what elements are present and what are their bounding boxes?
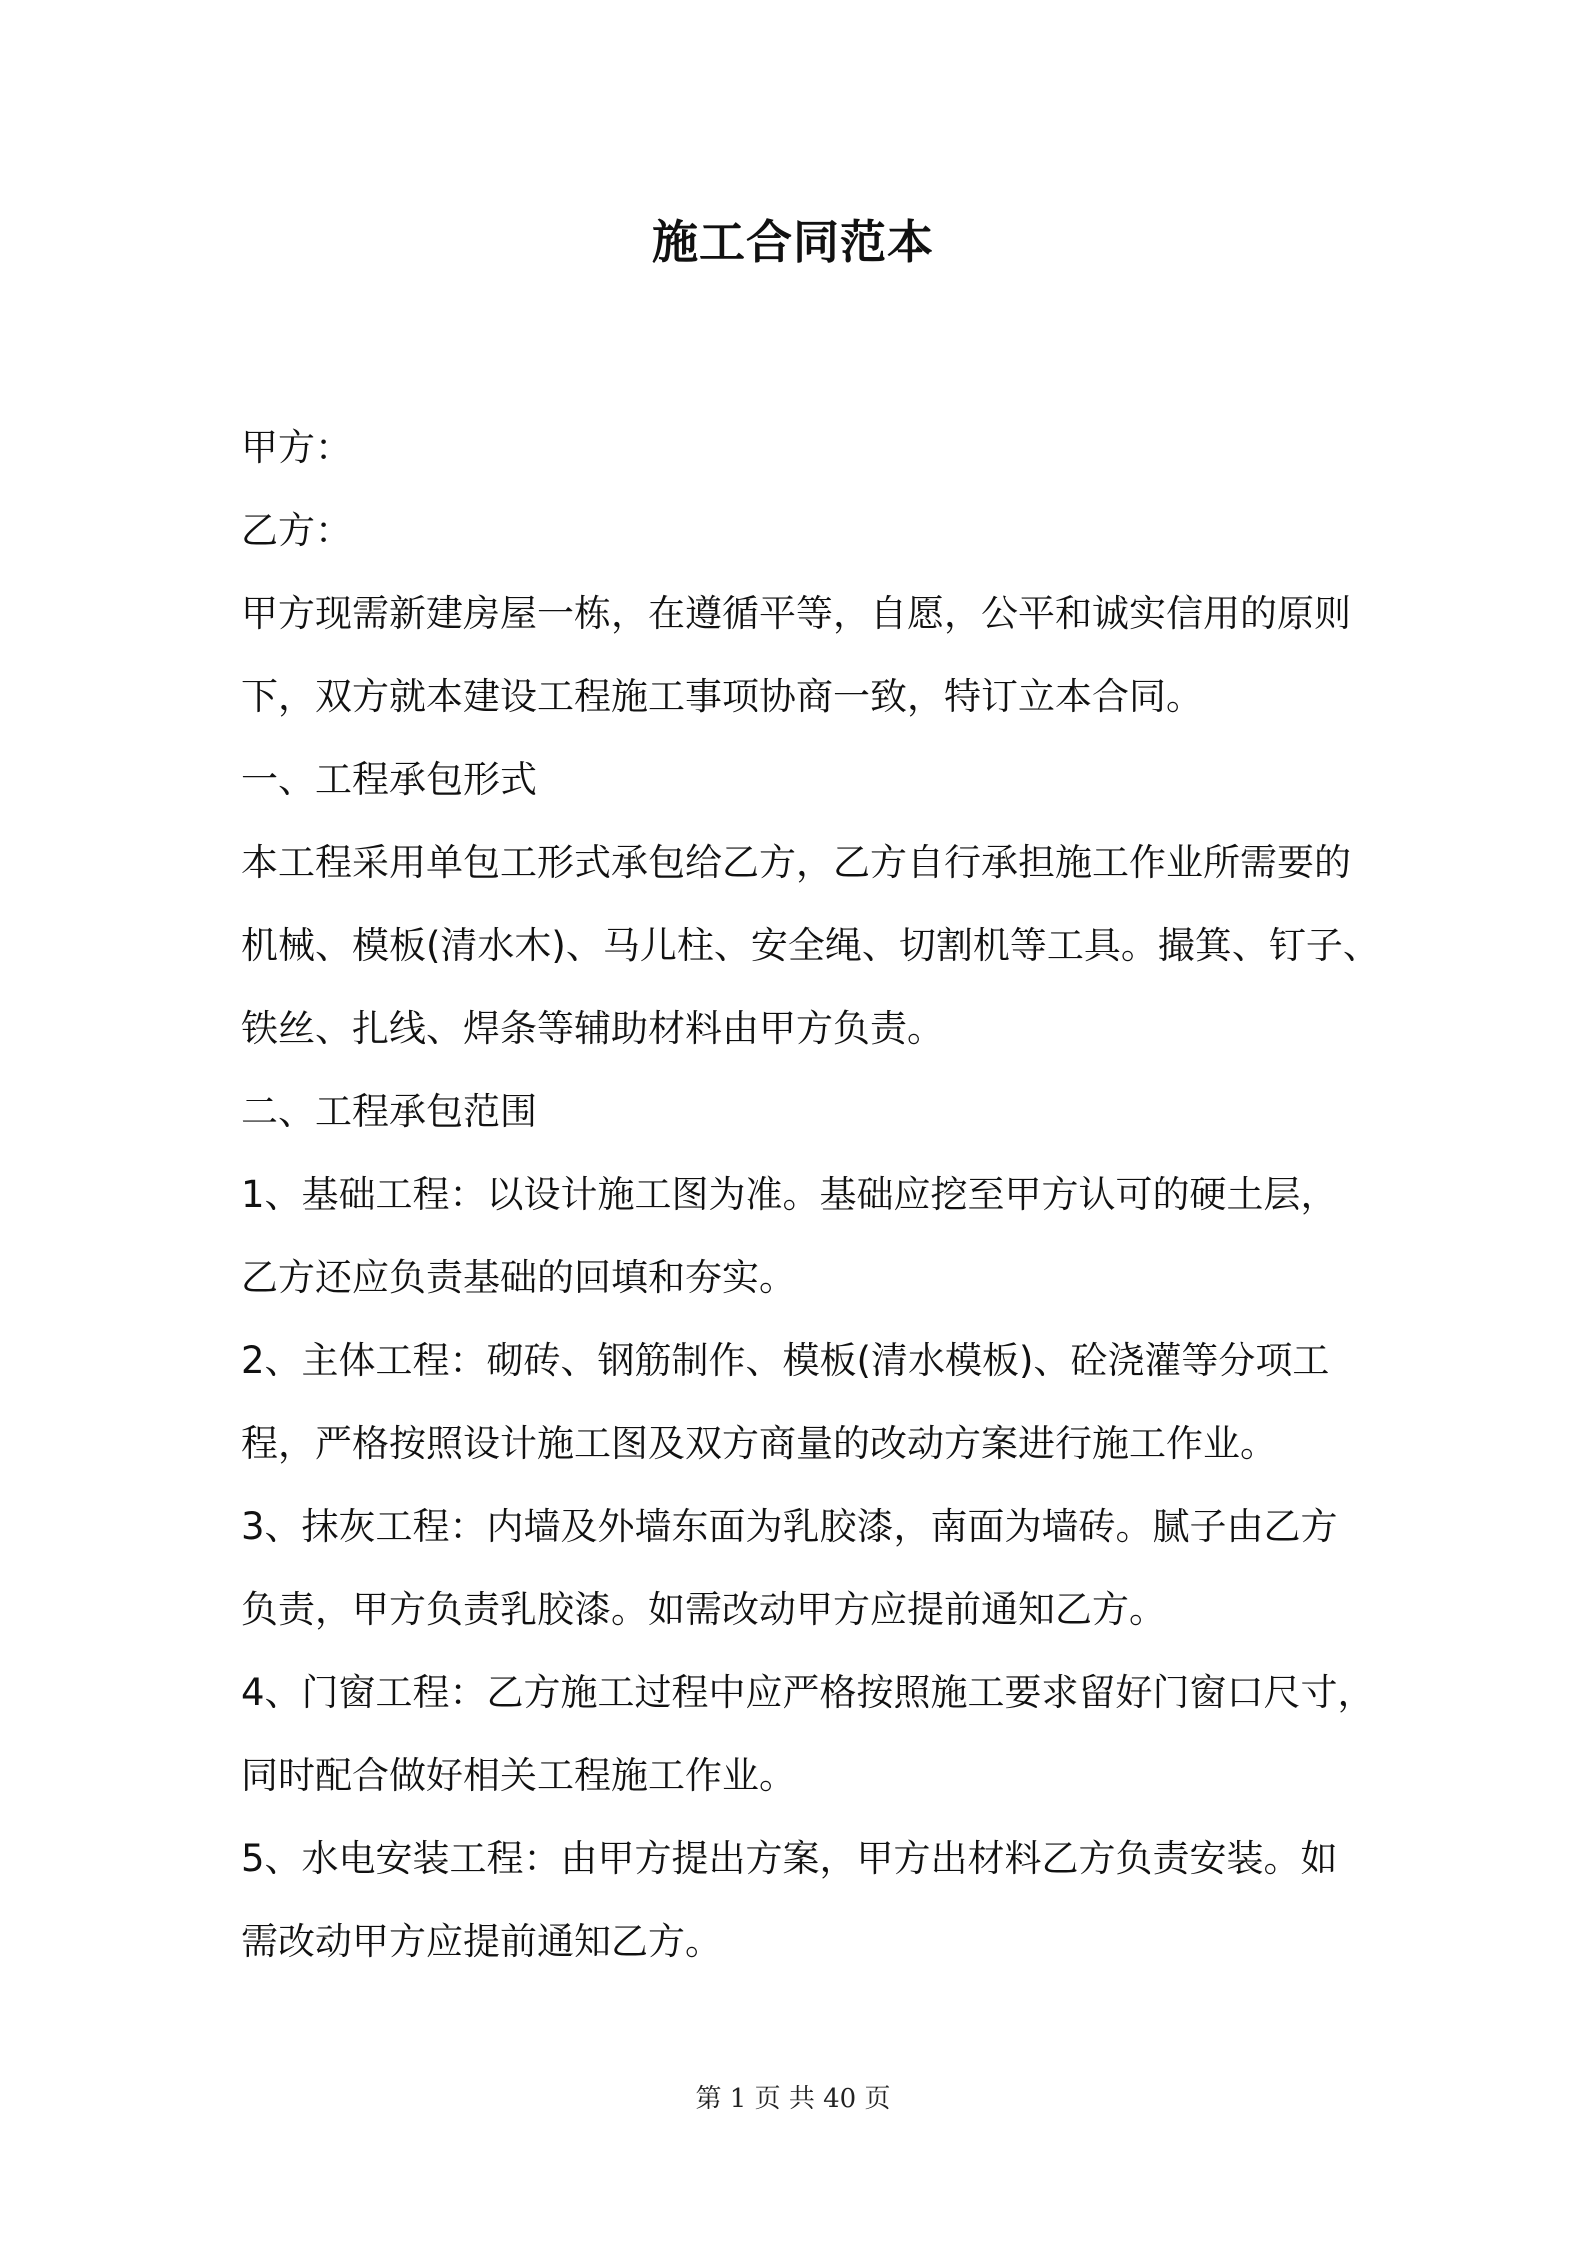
paragraph-line: 下，双方就本建设工程施工事项协商一致，特订立本合同。 xyxy=(241,675,1203,718)
clause-line: 负责，甲方负责乳胶漆。如需改动甲方应提前通知乙方。 xyxy=(241,1588,1166,1631)
clause-line: 5、水电安装工程：由甲方提出方案，甲方出材料乙方负责安装。如 xyxy=(241,1837,1338,1880)
clause-line: 3、抹灰工程：内墙及外墙东面为乳胶漆，南面为墙砖。腻子由乙方 xyxy=(241,1505,1338,1548)
clause-line: 乙方还应负责基础的回填和夯实。 xyxy=(241,1256,796,1299)
party-b-line: 乙方： xyxy=(241,509,352,552)
document-body xyxy=(241,406,1380,1983)
paragraph-line: 铁丝、扎线、焊条等辅助材料由甲方负责。 xyxy=(241,1007,944,1050)
paragraph-line: 甲方现需新建房屋一栋，在遵循平等，自愿，公平和诚实信用的原则 xyxy=(241,592,1351,635)
clause-line: 程，严格按照设计施工图及双方商量的改动方案进行施工作业。 xyxy=(241,1422,1277,1465)
document-title: 施工合同范本 xyxy=(652,215,934,269)
page-number-footer: 第 1 页 共 40 页 xyxy=(695,2084,891,2114)
section-heading: 一、工程承包形式 xyxy=(241,758,537,801)
paragraph-line: 本工程采用单包工形式承包给乙方，乙方自行承担施工作业所需要的 xyxy=(241,841,1351,884)
clause-line: 2、主体工程：砌砖、钢筋制作、模板(清水模板)、砼浇灌等分项工 xyxy=(241,1339,1330,1382)
clause-line: 1、基础工程：以设计施工图为准。基础应挖至甲方认可的硬土层， xyxy=(241,1173,1338,1216)
section-heading: 二、工程承包范围 xyxy=(241,1090,537,1133)
party-a-line: 甲方： xyxy=(241,426,352,469)
clause-line: 4、门窗工程：乙方施工过程中应严格按照施工要求留好门窗口尺寸， xyxy=(241,1671,1375,1714)
clause-line: 需改动甲方应提前通知乙方。 xyxy=(241,1920,722,1963)
paragraph-line: 机械、模板(清水木)、马儿柱、安全绳、切割机等工具。撮箕、钉子、 xyxy=(241,924,1380,967)
clause-line: 同时配合做好相关工程施工作业。 xyxy=(241,1754,796,1797)
